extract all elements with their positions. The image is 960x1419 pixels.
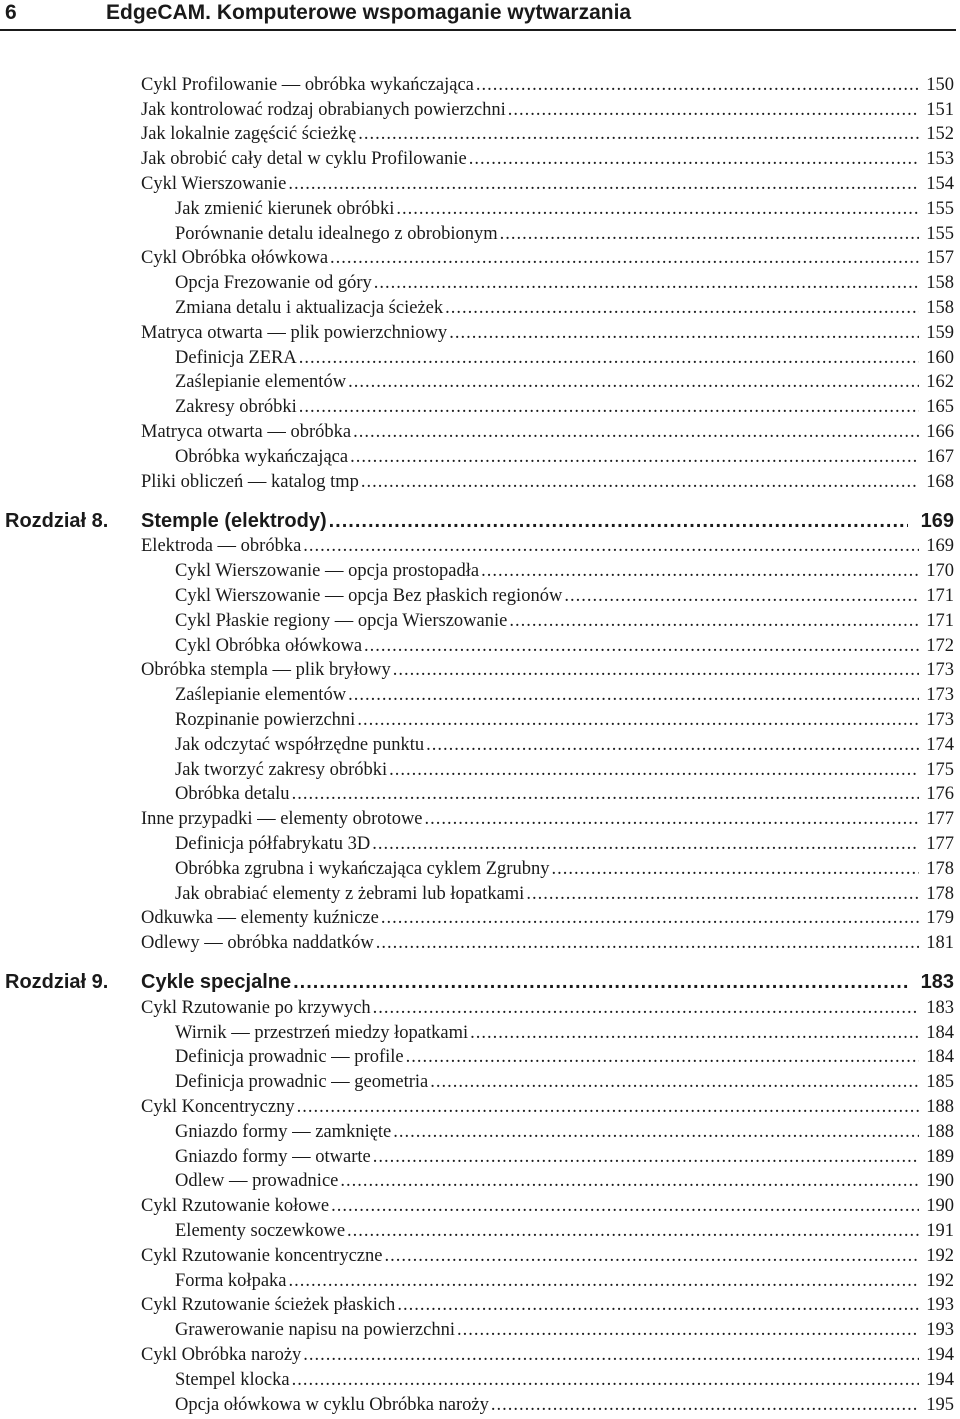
running-title: EdgeCAM. Komputerowe wspomaganie wytwarzania — [106, 1, 632, 24]
toc-entry-title: Porównanie detalu idealnego z obrobionym — [175, 223, 498, 244]
dot-leader — [445, 296, 919, 320]
dot-leader — [470, 1021, 919, 1045]
toc-page-number: 193 — [926, 1320, 954, 1341]
dot-leader — [299, 395, 919, 419]
toc-page-number: 184 — [926, 1022, 954, 1043]
dot-leader — [476, 73, 919, 97]
dot-leader — [357, 708, 919, 732]
toc-entry[interactable] — [0, 930, 960, 955]
dot-leader — [397, 1293, 919, 1317]
toc-entry-title: Cykl Obróbka ołówkowa — [141, 248, 329, 269]
dot-leader — [353, 420, 919, 444]
dot-leader — [564, 584, 919, 608]
dot-leader — [303, 1343, 919, 1367]
toc-entry[interactable] — [0, 146, 960, 171]
toc-entry-title: Inne przypadki — elementy obrotowe — [141, 809, 423, 830]
toc-entry-title: Elektroda — obróbka — [141, 536, 302, 557]
toc-page-number: 181 — [926, 933, 954, 954]
dot-leader — [393, 1120, 919, 1144]
toc-page-number: 194 — [926, 1345, 954, 1366]
toc-page-number: 155 — [926, 223, 954, 244]
toc-page-number: 169 — [920, 509, 954, 532]
toc-entry[interactable] — [0, 72, 960, 97]
toc-page-number: 190 — [926, 1171, 954, 1192]
toc-page-number: 188 — [926, 1121, 954, 1142]
toc-page-number: 190 — [926, 1196, 954, 1217]
toc-entry[interactable] — [0, 1342, 960, 1367]
toc-page-number: 158 — [926, 297, 954, 318]
toc-entry[interactable] — [0, 370, 960, 395]
toc-chapter-heading[interactable] — [0, 494, 960, 534]
toc-chapter-heading[interactable] — [0, 955, 960, 995]
dot-leader — [374, 271, 919, 295]
toc-entry[interactable] — [0, 246, 960, 271]
toc-entry-title: Pliki obliczeń — katalog tmp — [141, 471, 359, 492]
toc-entry[interactable] — [0, 1293, 960, 1318]
toc-entry-title: Zaślepianie elementów — [175, 685, 347, 706]
toc-entry-title: Cykle specjalne — [141, 971, 292, 994]
toc-entry-title: Stempel klocka — [175, 1369, 290, 1390]
toc-page-number: 185 — [926, 1072, 954, 1093]
toc-entry[interactable] — [0, 295, 960, 320]
toc-page-number: 166 — [926, 421, 954, 442]
toc-page-number: 172 — [926, 635, 954, 656]
toc-entry[interactable] — [0, 682, 960, 707]
toc-entry[interactable] — [0, 1069, 960, 1094]
toc-entry[interactable] — [0, 1193, 960, 1218]
toc-entry[interactable] — [0, 394, 960, 419]
dot-leader — [288, 172, 919, 196]
toc-entry-title: Obróbka wykańczająca — [175, 446, 349, 467]
toc-page-number: 173 — [926, 685, 954, 706]
toc-entry[interactable] — [0, 608, 960, 633]
toc-entry-title: Obróbka detalu — [175, 784, 290, 805]
toc-entry-title: Odlewy — obróbka naddatków — [141, 933, 374, 954]
toc-page-number: 167 — [926, 446, 954, 467]
toc-entry-title: Cykl Rzutowanie po krzywych — [141, 997, 371, 1018]
toc-entry-title: Definicja prowadnic — profile — [175, 1047, 404, 1068]
toc-entry-title: Cykl Obróbka ołówkowa — [175, 635, 363, 656]
toc-page-number: 170 — [926, 561, 954, 582]
toc-page-number: 152 — [926, 124, 954, 145]
toc-page-number: 160 — [926, 347, 954, 368]
toc-page-number: 171 — [926, 585, 954, 606]
toc-page-number: 162 — [926, 372, 954, 393]
toc-entry[interactable] — [0, 831, 960, 856]
toc-page-number: 154 — [926, 173, 954, 194]
toc-page-number: 165 — [926, 397, 954, 418]
toc-entry-title: Grawerowanie napisu na powierzchni — [175, 1320, 455, 1341]
dot-leader — [426, 733, 919, 757]
toc-entry[interactable] — [0, 1392, 960, 1417]
toc-entry[interactable] — [0, 558, 960, 583]
toc-entry[interactable] — [0, 1218, 960, 1243]
toc-entry-title: Opcja Frezowanie od góry — [175, 273, 372, 294]
toc-page-number: 176 — [926, 784, 954, 805]
dot-leader — [384, 1244, 919, 1268]
toc-page-number: 177 — [926, 809, 954, 830]
toc-entry-title: Cykl Płaskie regiony — opcja Wierszowanie — [175, 610, 508, 631]
toc-entry-title: Wirnik — przestrzeń miedzy łopatkami — [175, 1022, 469, 1043]
toc-entry-title: Jak zmienić kierunek obróbki — [175, 198, 395, 219]
toc-entry-title: Cykl Profilowanie — obróbka wykańczająca — [141, 74, 474, 95]
toc-page-number: 178 — [926, 883, 954, 904]
toc-page-number: 155 — [926, 198, 954, 219]
toc-entry[interactable] — [0, 1094, 960, 1119]
header-rule — [0, 29, 956, 31]
toc-page-number: 173 — [926, 660, 954, 681]
toc-entry-title: Definicja ZERA — [175, 347, 297, 368]
toc-page-number: 195 — [926, 1394, 954, 1415]
toc-entry-title: Elementy soczewkowe — [175, 1221, 346, 1242]
toc-entry[interactable] — [0, 583, 960, 608]
toc-entry-title: Gniazdo formy — zamknięte — [175, 1121, 392, 1142]
dot-leader — [469, 147, 919, 171]
toc-entry[interactable] — [0, 320, 960, 345]
toc-entry[interactable] — [0, 707, 960, 732]
toc-entry[interactable] — [0, 856, 960, 881]
toc-page-number: 191 — [926, 1221, 954, 1242]
toc-entry[interactable] — [0, 196, 960, 221]
toc-entry[interactable] — [0, 97, 960, 122]
dot-leader — [350, 445, 919, 469]
toc-entry-title: Jak tworzyć zakresy obróbki — [175, 759, 388, 780]
dot-leader — [373, 996, 919, 1020]
toc-page-number: 189 — [926, 1146, 954, 1167]
toc-page-number: 183 — [920, 971, 954, 994]
toc-page-number: 193 — [926, 1295, 954, 1316]
dot-leader — [292, 1368, 919, 1392]
dot-leader — [364, 634, 919, 658]
chapter-label: Rozdział 8. — [5, 509, 109, 532]
toc-entry-title: Forma kołpaka — [175, 1270, 287, 1291]
toc-entry-title: Jak obrobić cały detal w cyklu Profilowanie — [141, 149, 467, 170]
toc-page-number: 178 — [926, 858, 954, 879]
toc-entry[interactable] — [0, 757, 960, 782]
dot-leader — [293, 969, 908, 995]
dot-leader — [289, 1269, 920, 1293]
toc-page-number: 192 — [926, 1245, 954, 1266]
toc-entry-title: Cykl Wierszowanie — opcja prostopadła — [175, 561, 480, 582]
toc-entry[interactable] — [0, 534, 960, 559]
toc-entry[interactable] — [0, 1020, 960, 1045]
toc-page-number: 168 — [926, 471, 954, 492]
toc-page-number: 150 — [926, 74, 954, 95]
dot-leader — [361, 470, 919, 494]
dot-leader — [329, 508, 908, 534]
dot-leader — [509, 609, 919, 633]
toc-entry[interactable] — [0, 782, 960, 807]
toc-entry[interactable] — [0, 1367, 960, 1392]
toc-entry[interactable] — [0, 469, 960, 494]
toc-entry[interactable] — [0, 732, 960, 757]
dot-leader — [389, 758, 919, 782]
toc-entry-title: Cykl Rzutowanie ścieżek płaskich — [141, 1295, 396, 1316]
toc-page-number: 179 — [926, 908, 954, 929]
toc-entry[interactable] — [0, 122, 960, 147]
toc-entry[interactable] — [0, 345, 960, 370]
toc-page-number: 153 — [926, 149, 954, 170]
dot-leader — [347, 1219, 919, 1243]
toc-entry-title: Jak obrabiać elementy z żebrami lub łopatkami — [175, 883, 525, 904]
dot-leader — [526, 882, 919, 906]
toc-entry-title: Zmiana detalu i aktualizacja ścieżek — [175, 297, 444, 318]
dot-leader — [381, 906, 919, 930]
dot-leader — [500, 222, 919, 246]
toc-entry[interactable] — [0, 444, 960, 469]
toc-entry-title: Matryca otwarta — plik powierzchniowy — [141, 322, 448, 343]
dot-leader — [348, 370, 919, 394]
toc-entry[interactable] — [0, 633, 960, 658]
toc-page-number: 173 — [926, 709, 954, 730]
toc-page-number: 159 — [926, 322, 954, 343]
toc-entry-title: Odlew — prowadnice — [175, 1171, 339, 1192]
toc-entry-title: Zakresy obróbki — [175, 397, 297, 418]
toc-entry-title: Matryca otwarta — obróbka — [141, 421, 352, 442]
toc-entry-title: Cykl Obróbka naroży — [141, 1345, 302, 1366]
dot-leader — [406, 1045, 919, 1069]
toc-entry-title: Opcja ołówkowa w cyklu Obróbka naroży — [175, 1394, 489, 1415]
toc-entry[interactable] — [0, 270, 960, 295]
toc-page-number: 192 — [926, 1270, 954, 1291]
toc-page-number: 157 — [926, 248, 954, 269]
dot-leader — [393, 658, 919, 682]
toc-entry-title: Cykl Koncentryczny — [141, 1097, 295, 1118]
dot-leader — [449, 321, 919, 345]
toc-entry-title: Odkuwka — elementy kuźnicze — [141, 908, 379, 929]
dot-leader — [303, 534, 919, 558]
page-header — [0, 0, 960, 32]
toc-entry[interactable] — [0, 1317, 960, 1342]
dot-leader — [373, 1145, 919, 1169]
toc-entry[interactable] — [0, 881, 960, 906]
toc-entry[interactable] — [0, 1045, 960, 1070]
toc-entry-title: Jak kontrolować rodzaj obrabianych powierzchni — [141, 99, 506, 120]
toc-entry-title: Jak odczytać współrzędne punktu — [175, 734, 425, 755]
chapter-label: Rozdział 9. — [5, 971, 109, 994]
toc-page-number: 158 — [926, 273, 954, 294]
toc-page-number: 174 — [926, 734, 954, 755]
toc-entry[interactable] — [0, 995, 960, 1020]
toc-page-number: 183 — [926, 997, 954, 1018]
dot-leader — [376, 931, 919, 955]
toc-entry-title: Gniazdo formy — otwarte — [175, 1146, 371, 1167]
toc-page-number: 169 — [926, 536, 954, 557]
dot-leader — [481, 559, 919, 583]
table-of-contents — [0, 72, 960, 1417]
toc-page-number: 177 — [926, 833, 954, 854]
toc-page-number: 194 — [926, 1369, 954, 1390]
toc-page-number: 151 — [926, 99, 954, 120]
dot-leader — [430, 1070, 919, 1094]
dot-leader — [330, 246, 919, 270]
toc-page-number: 171 — [926, 610, 954, 631]
toc-entry[interactable] — [0, 1243, 960, 1268]
dot-leader — [340, 1169, 919, 1193]
dot-leader — [348, 683, 919, 707]
toc-entry[interactable] — [0, 419, 960, 444]
toc-entry[interactable] — [0, 658, 960, 683]
toc-entry-title: Rozpinanie powierzchni — [175, 709, 356, 730]
toc-entry[interactable] — [0, 1119, 960, 1144]
toc-page-number: 184 — [926, 1047, 954, 1068]
toc-entry-title: Definicja prowadnic — geometria — [175, 1072, 429, 1093]
toc-entry-title: Cykl Wierszowanie — [141, 173, 287, 194]
page-number: 6 — [5, 1, 17, 24]
dot-leader — [299, 346, 919, 370]
dot-leader — [425, 807, 919, 831]
dot-leader — [292, 782, 919, 806]
toc-entry[interactable] — [0, 1169, 960, 1194]
toc-entry[interactable] — [0, 221, 960, 246]
toc-entry[interactable] — [0, 906, 960, 931]
toc-page-number: 175 — [926, 759, 954, 780]
toc-entry[interactable] — [0, 806, 960, 831]
dot-leader — [551, 857, 919, 881]
toc-entry-title: Jak lokalnie zagęścić ścieżkę — [141, 124, 357, 145]
toc-page-number: 188 — [926, 1097, 954, 1118]
toc-entry-title: Cykl Wierszowanie — opcja Bez płaskich regionów — [175, 585, 563, 606]
toc-entry-title: Cykl Rzutowanie koncentryczne — [141, 1245, 383, 1266]
toc-entry-title: Definicja półfabrykatu 3D — [175, 833, 371, 854]
dot-leader — [297, 1095, 919, 1119]
toc-entry[interactable] — [0, 1268, 960, 1293]
dot-leader — [508, 98, 919, 122]
toc-entry-title: Obróbka stempla — plik bryłowy — [141, 660, 391, 681]
dot-leader — [457, 1318, 919, 1342]
toc-entry[interactable] — [0, 171, 960, 196]
dot-leader — [331, 1194, 919, 1218]
dot-leader — [396, 197, 919, 221]
dot-leader — [491, 1393, 919, 1417]
toc-entry-title: Obróbka zgrubna i wykańczająca cyklem Zgrubny — [175, 858, 550, 879]
toc-entry-title: Cykl Rzutowanie kołowe — [141, 1196, 330, 1217]
dot-leader — [372, 832, 919, 856]
dot-leader — [358, 122, 919, 146]
toc-entry-title: Zaślepianie elementów — [175, 372, 347, 393]
toc-entry-title: Stemple (elektrody) — [141, 509, 327, 532]
toc-entry[interactable] — [0, 1144, 960, 1169]
